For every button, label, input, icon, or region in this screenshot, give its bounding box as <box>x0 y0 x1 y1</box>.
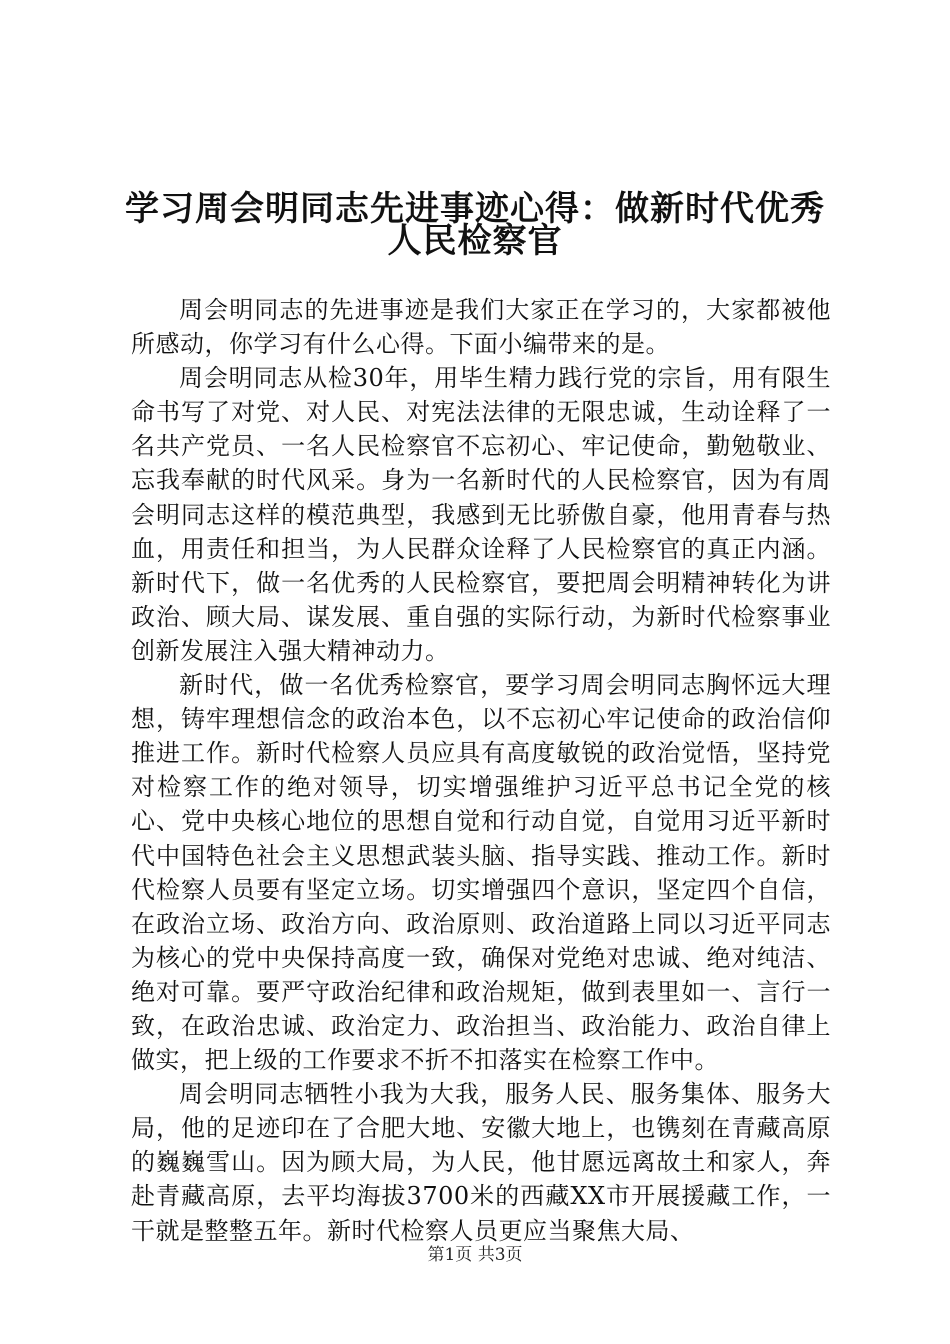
paragraph-1: 周会明同志的先进事迹是我们大家正在学习的，大家都被他所感动，你学习有什么心得。下面小编带来的是。 <box>131 296 831 359</box>
page-footer: 第1页 共3页 <box>427 1245 523 1265</box>
paragraph-2: 周会明同志从检30年，用毕生精力践行党的宗旨，用有限生命书写了对党、对人民、对宪法法律的无限忠诚，生动诠释了一名共产党员、一名人民检察官不忘初心、牢记使命，勤勉敬业、忘我奉献的时代风采。身为一名新时代的人民检察官，因为有周会明同志这样的模范典型，我感到无比骄傲自豪，他用青春与热血，用责任和担当，为人民群众诠释了人民检察官的真正内涵。新时代下，做一名优秀的人民检察官，要把周会明精神转化为讲政治、顾大局、谋发展、重自强的实际行动，为新时代检察事业创新发展注入强大精神动力。 <box>131 364 831 665</box>
paragraph-3: 新时代，做一名优秀检察官，要学习周会明同志胸怀远大理想，铸牢理想信念的政治本色，以不忘初心牢记使命的政治信仰推进工作。新时代检察人员应具有高度敏锐的政治觉悟，坚持党对检察工作的绝对领导，切实增强维护习近平总书记全党的核心、党中央核心地位的思想自觉和行动自觉，自觉用习近平新时代中国特色社会主义思想武装头脑、指导实践、推动工作。新时代检察人员要有坚定立场。切实增强四个意识，坚定四个自信，在政治立场、政治方向、政治原则、政治道路上同以习近平同志为核心的党中央保持高度一致，确保对党绝对忠诚、绝对纯洁、绝对可靠。要严守政治纪律和政治规矩，做到表里如一、言行一致，在政治忠诚、政治定力、政治担当、政治能力、政治自律上做实，把上级的工作要求不折不扣落实在检察工作中。 <box>131 671 831 1075</box>
document-title-line-1: 学习周会明同志先进事迹心得：做新时代优秀 <box>125 189 825 229</box>
document-title-line-2: 人民检察官 <box>387 221 563 261</box>
document-body <box>131 293 831 1248</box>
paragraph-4: 周会明同志牺牲小我为大我，服务人民、服务集体、服务大局，他的足迹印在了合肥大地、安徽大地上，也镌刻在青藏高原的巍巍雪山。因为顾大局，为人民，他甘愿远离故土和家人，奔赴青藏高原，去平均海拔3700米的西藏XX市开展援藏工作，一干就是整整五年。新时代检察人员更应当聚焦大局、 <box>131 1080 831 1245</box>
